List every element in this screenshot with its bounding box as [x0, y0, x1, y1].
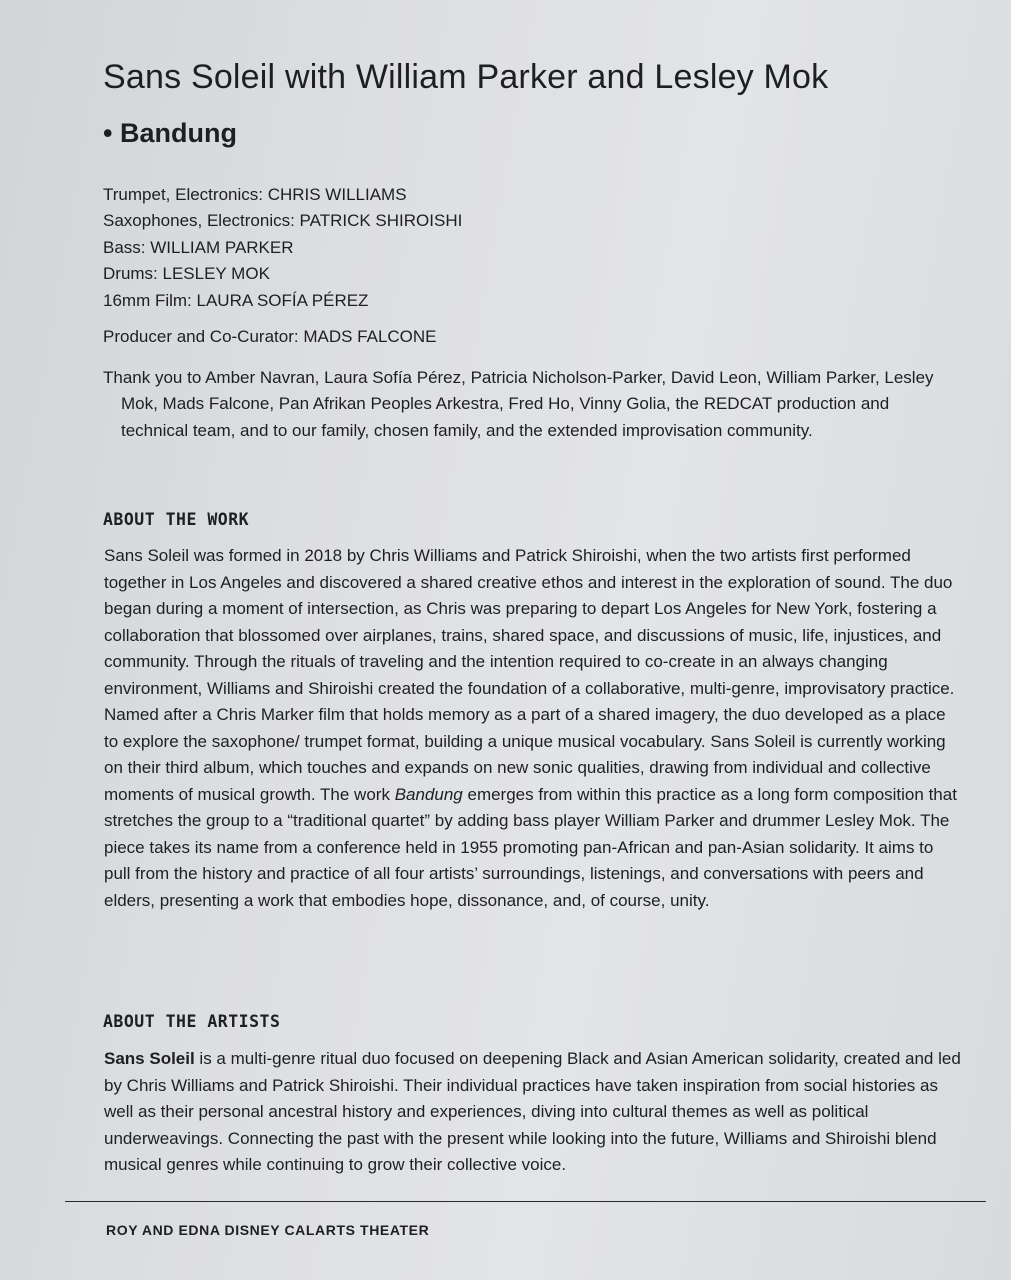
credit-line: Trumpet, Electronics: CHRIS WILLIAMS — [103, 185, 407, 204]
credit-line: 16mm Film: LAURA SOFÍA PÉREZ — [103, 290, 369, 310]
credit-line: Saxophones, Electronics: PATRICK SHIROISHI — [103, 211, 463, 231]
about-work-text-end: emerges from within this practice as a long form composition that stretches the group to a “traditional quartet” by adding bass player William Parker and drummer Lesley Mok. The piece takes its name from a conference held in 1955 promoting pan-African and pan-Asian solidarity. It aims to pull from the history and practice of all four artists’ surroundings, listenings, and conversations with peers and elders, presenting a work that embodies hope, dissonance, and, of course, unity. — [104, 784, 957, 910]
about-artists-heading: ABOUT THE ARTISTS — [103, 1012, 281, 1031]
thank-you-note: Thank you to Amber Navran, Laura Sofía Pérez, Patricia Nicholson-Parker, David Leon, William Parker, Lesley Mok, Mads Falcone, Pan Afrikan Peoples Arkestra, Fred Ho, Vinny Golia, the REDCAT production and technical team, and to our family, chosen family, and the extended improvisation community. — [103, 368, 934, 440]
credit-line: Bass: WILLIAM PARKER — [103, 237, 294, 257]
about-artists-text: is a multi-genre ritual duo focused on deepening Black and Asian American solidarity, created and led by Chris Williams and Patrick Shiroishi. Their individual practices have taken inspiration from social histories as well as their personal ancestral history and experiences, diving into cultural themes as well as political underweavings. Connecting the past with the present while looking into the future, Williams and Shiroishi blend musical genres while continuing to grow their collective voice. — [104, 1049, 961, 1174]
footer-divider — [65, 1201, 986, 1202]
about-work-heading: ABOUT THE WORK — [103, 510, 250, 529]
about-work-text-start: Sans Soleil was formed in 2018 by Chris Williams and Patrick Shiroishi, when the two artists first performed together in Los Angeles and discovered a shared creative ethos and interest in the exploration of sound. The duo began during a moment of intersection, as Chris was preparing to depart Los Angeles for New York, fostering a collaboration that blossomed over airplanes, trains, shared space, and discussions of music, life, injustices, and community. Through the rituals of traveling and the intention required to co-create in an always changing environment, Williams and Shiroishi created the foundation of a collaborative, multi-genre, improvisatory practice. Named after a Chris Marker film that holds memory as a part of a shared imagery, the duo developed as a place to explore the saxophone/ trumpet format, building a unique musical vocabulary. Sans Soleil is currently working on their third album, which touches and expands on new sonic qualities, drawing from individual and collective moments of musical growth. The work — [104, 546, 955, 804]
producer-credit: Producer and Co-Curator: MADS FALCONE — [103, 327, 437, 346]
credits-list — [103, 182, 462, 314]
credit-line: Drums: LESLEY MOK — [103, 264, 270, 284]
ensemble-name-bold: Sans Soleil — [104, 1049, 195, 1068]
about-artists-paragraph — [104, 1046, 962, 1179]
about-work-paragraph — [104, 543, 962, 914]
page-title: Sans Soleil with William Parker and Lesley Mok — [103, 58, 829, 96]
work-name-italic: Bandung — [394, 784, 463, 804]
work-title: • Bandung — [103, 118, 237, 148]
footer-venue: ROY AND EDNA DISNEY CALARTS THEATER — [106, 1222, 430, 1238]
